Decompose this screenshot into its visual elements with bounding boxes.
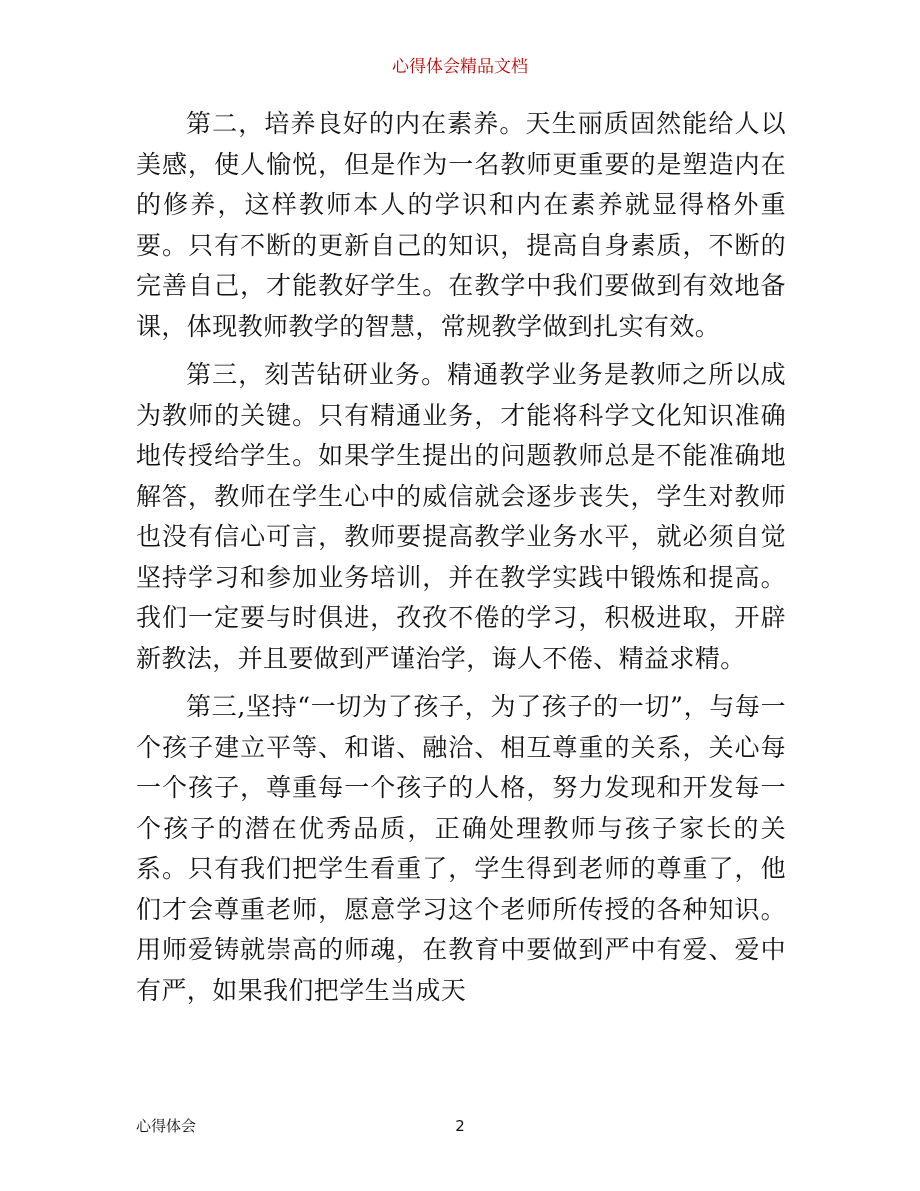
document-body: [136, 104, 786, 1019]
footer-label: 心得体会: [136, 1117, 197, 1135]
paragraph-1: 第二，培养良好的内在素养。天生丽质固然能给人以美感，使人愉悦，但是作为一名教师更重要的是塑造内在的修养，这样教师本人的学识和内在素养就显得格外重要。只有不断的更新自己的知识，提高自身素质，不断的完善自己，才能教好学生。在教学中我们要做到有效地备课，体现教师教学的智慧，常规教学做到扎实有效。: [136, 109, 786, 341]
paragraph-3: 第三,坚持“一切为了孩子，为了孩子的一切”，与每一个孩子建立平等、和谐、融洽、相互尊重的关系，关心每一个孩子，尊重每一个孩子的人格，努力发现和开发每一个孩子的潜在优秀品质，正确处理教师与孩子家长的关系。只有我们把学生看重了，学生得到老师的尊重了，他们才会尊重老师，愿意学习这个老师所传授的各种知识。用师爱铸就崇高的师魂，在教育中要做到严中有爱、爱中有严，如果我们把学生当成天: [136, 692, 786, 1005]
page-header-title: 心得体会精品文档: [392, 57, 528, 77]
paragraph-2: 第三，刻苦钻研业务。精通教学业务是教师之所以成为教师的关键。只有精通业务，才能将科学文化知识准确地传授给学生。如果学生提出的问题教师总是不能准确地解答，教师在学生心中的威信就会逐步丧失，学生对教师也没有信心可言，教师要提高教学业务水平，就必须自觉坚持学习和参加业务培训，并在教学实践中锻炼和提高。我们一定要与时俱进，孜孜不倦的学习，积极进取，开辟新教法，并且要做到严谨治学，诲人不倦、精益求精。: [136, 360, 786, 673]
page-number: 2: [455, 1117, 465, 1135]
